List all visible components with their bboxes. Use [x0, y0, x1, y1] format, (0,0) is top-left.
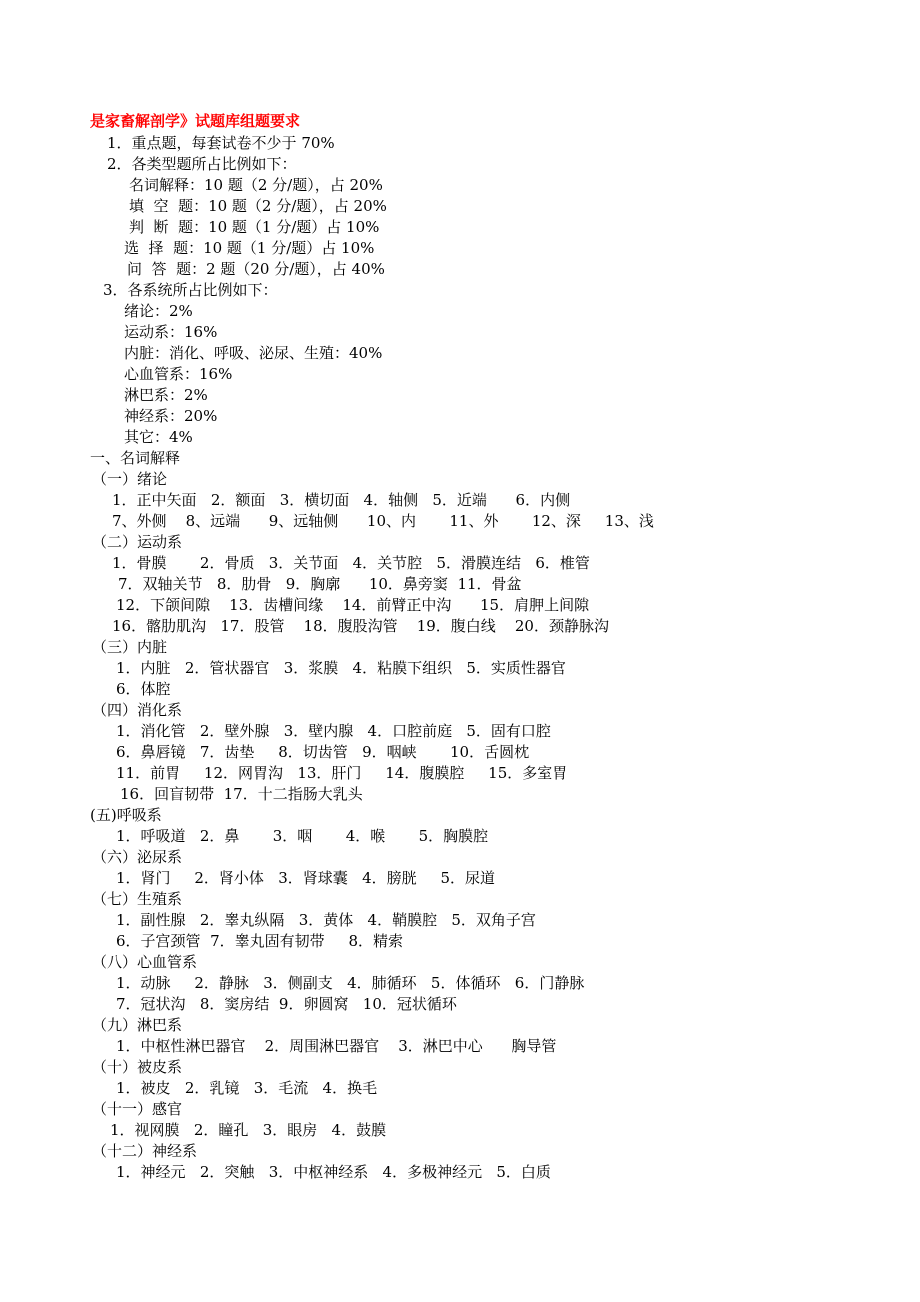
- term-line: 1．中枢性淋巴器官 2．周围淋巴器官 3．淋巴中心 胸导管: [116, 1037, 557, 1055]
- term-line: 16．髂肋肌沟 17．股管 18．腹股沟管 19．腹白线 20．颈静脉沟: [112, 617, 609, 635]
- subsection-heading: （四）消化系: [92, 701, 183, 719]
- term-line: 6．鼻唇镜 7．齿垫 8．切齿管 9．咽峡 10．舌圆枕: [116, 743, 530, 761]
- system-ratio-item: 心血管系：16%: [124, 365, 233, 383]
- system-ratio-item: 淋巴系：2%: [124, 386, 208, 404]
- term-line: 1．动脉 2．静脉 3．侧副支 4．肺循环 5．体循环 6．门静脉: [116, 974, 585, 992]
- term-line: 1．被皮 2．乳镜 3．毛流 4．换毛: [116, 1079, 378, 1097]
- term-line: 1．神经元 2．突触 3．中枢神经系 4．多极神经元 5．白质: [116, 1163, 551, 1181]
- system-ratio-item: 运动系：16%: [124, 323, 218, 341]
- term-line: 11．前胃 12．网胃沟 13．肝门 14．腹膜腔 15．多室胃: [116, 764, 568, 782]
- subsection-heading: （二）运动系: [92, 533, 183, 551]
- subsection-heading: （十二）神经系: [92, 1142, 198, 1160]
- subsection-heading: （三）内脏: [92, 638, 168, 656]
- term-line: 1．正中矢面 2．额面 3．横切面 4．轴侧 5．近端 6．内侧: [112, 491, 571, 509]
- subsection-heading: （一）绪论: [92, 470, 168, 488]
- subsection-heading: （八）心血管系: [92, 953, 198, 971]
- term-line: 12．下颌间隙 13．齿槽间缘 14．前臂正中沟 15．肩胛上间隙: [116, 596, 590, 614]
- term-line: 1．肾门 2．肾小体 3．肾球囊 4．膀胱 5．尿道: [116, 869, 496, 887]
- term-line: 1．骨膜 2．骨质 3．关节面 4．关节腔 5．滑膜连结 6．椎管: [112, 554, 590, 572]
- type-ratio-item: 判 断 题：10 题（1 分/题）占 10%: [129, 218, 380, 236]
- type-ratio-item: 问 答 题：2 题（20 分/题），占 40%: [127, 260, 385, 278]
- subsection-heading: （十一）感官: [92, 1100, 183, 1118]
- system-ratio-item: 神经系：20%: [124, 407, 218, 425]
- term-line: 7、外侧 8、远端 9、远轴侧 10、内 11、外 12、深 13、浅: [112, 512, 654, 530]
- subsection-heading: (五)呼吸系: [90, 806, 162, 824]
- term-line: 16．回盲韧带 17．十二指肠大乳头: [120, 785, 363, 803]
- term-line: 1．呼吸道 2．鼻 3．咽 4．喉 5．胸膜腔: [116, 827, 489, 845]
- term-line: 6．子宫颈管 7．睾丸固有韧带 8．精索: [116, 932, 404, 950]
- term-line: 7．双轴关节 8．肋骨 9．胸廓 10．鼻旁窦 11．骨盆: [118, 575, 522, 593]
- section-heading: 一、名词解释: [90, 449, 181, 467]
- system-ratio-item: 其它：4%: [124, 428, 193, 446]
- subsection-heading: （十）被皮系: [92, 1058, 183, 1076]
- term-line: 1．视网膜 2．瞳孔 3．眼房 4．鼓膜: [110, 1121, 387, 1139]
- requirement-2: 2．各类型题所占比例如下：: [107, 155, 297, 173]
- term-line: 6．体腔: [116, 680, 171, 698]
- requirement-3: 3．各系统所占比例如下：: [103, 281, 278, 299]
- term-line: 7．冠状沟 8．窦房结 9．卵圆窝 10．冠状循环: [116, 995, 457, 1013]
- system-ratio-item: 内脏：消化、呼吸、泌尿、生殖：40%: [124, 344, 383, 362]
- term-line: 1．副性腺 2．睾丸纵隔 3．黄体 4．鞘膜腔 5．双角子宫: [116, 911, 536, 929]
- document-title: 是家畜解剖学》试题库组题要求: [90, 112, 301, 130]
- subsection-heading: （六）泌尿系: [92, 848, 183, 866]
- subsection-heading: （七）生殖系: [92, 890, 183, 908]
- term-line: 1．内脏 2．管状器官 3．浆膜 4．粘膜下组织 5．实质性器官: [116, 659, 566, 677]
- subsection-heading: （九）淋巴系: [92, 1016, 183, 1034]
- system-ratio-item: 绪论：2%: [124, 302, 193, 320]
- term-line: 1．消化管 2．壁外腺 3．壁内腺 4．口腔前庭 5．固有口腔: [116, 722, 551, 740]
- type-ratio-item: 选 择 题：10 题（1 分/题）占 10%: [124, 239, 375, 257]
- type-ratio-item: 名词解释：10 题（2 分/题），占 20%: [129, 176, 383, 194]
- requirement-1: 1．重点题，每套试卷不少于 70%: [107, 134, 335, 152]
- type-ratio-item: 填 空 题：10 题（2 分/题），占 20%: [129, 197, 387, 215]
